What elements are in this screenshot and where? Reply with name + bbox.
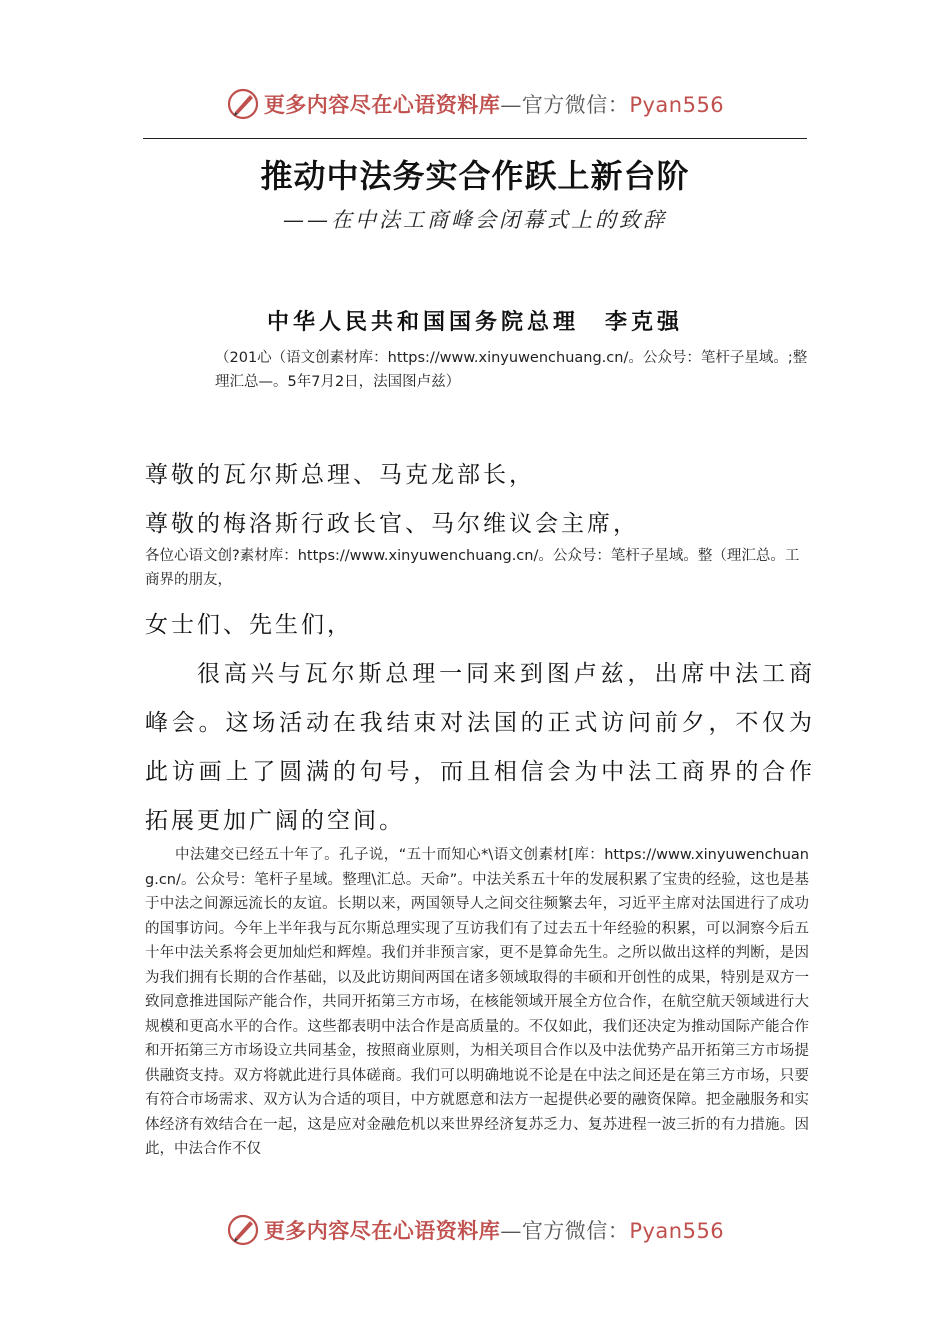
banner-brand: 更多内容尽在心语资料库: [263, 1218, 501, 1243]
footer-watermark-banner: [0, 1210, 950, 1250]
salutation-3: 各位心语文创?素材库：https://www.xinyuwenchuang.cn/。公众号：笔杆子星域。整（理汇总。工商界的朋友，: [145, 548, 800, 588]
banner-wechat-id: Pyan556: [629, 93, 725, 117]
salutation-1: 尊敬的瓦尔斯总理、马克龙部长，: [145, 462, 535, 488]
header-watermark-banner: [0, 84, 950, 124]
salutation-4: 女士们、先生们，: [145, 612, 353, 638]
intro-paragraph: 很高兴与瓦尔斯总理一同来到图卢兹，出席中法工商峰会。这场活动在我结束对法国的正式访问前夕，不仅为此访画上了圆满的句号，而且相信会为中法工商界的合作拓展更加广阔的空间。: [145, 661, 815, 834]
body-paragraph: 中法建交已经五十年了。孔子说，“五十而知心*\语文创素材[库：https://www.xinyuwenchuang.cn/。公众号：笔杆子星域。整理\汇总。天命”。中法关系五十年的发展积累了宝贵的经验，这也是基于中法之间源远流长的友谊。长期以来，两国领导人之间交往频繁去年，习近平主席对法国进行了成功的国事访问。今年上半年我与瓦尔斯总理实现了互访我们有了过去五十年经验的积累，可以洞察今后五十年中法关系将会更加灿烂和辉煌。我们并非预言家，更不是算命先生。之所以做出这样的判断，是因为我们拥有长期的合作基础，以及此访期间两国在诸多领域取得的丰硕和开创性的成果，特别是双方一致同意推进国际产能合作，共同开拓第三方市场，在核能领域开展全方位合作，在航空航天领域进行大规模和更高水平的合作。这些都表明中法合作是高质量的。不仅如此，我们还决定为推动国际产能合作和开拓第三方市场设立共同基金，按照商业原则，为相关项目合作以及中法优势产品开拓第三方市场提供融资支持。双方将就此进行具体磋商。我们可以明确地说不论是在中法之间还是在第三方市场，只要有符合市场需求、双方认为合适的项目，中方就愿意和法方一起提供必要的融资保障。把金融服务和实体经济有效结合在一起，这是应对金融危机以来世界经济复苏乏力、复苏进程一波三折的有力措施。因此，中法合作不仅: [145, 847, 809, 1157]
pen-logo-icon: [226, 1213, 260, 1247]
date-location-note: （201心（语文创素材库：https://www.xinyuwenchuang.cn/。公众号：笔杆子星域。;整理汇总—。5年7月2日，法国图卢兹）: [215, 350, 808, 390]
banner-wechat-label: 官方微信：: [521, 1219, 630, 1243]
banner-dash: —: [500, 1219, 522, 1243]
pen-logo-icon: [226, 87, 260, 121]
banner-text: [264, 1215, 724, 1245]
header-rule: [143, 138, 807, 139]
document-subtitle: ——在中法工商峰会闭幕式上的致辞: [283, 208, 667, 232]
document-title: 推动中法务实合作跃上新台阶: [260, 157, 690, 195]
banner-brand: 更多内容尽在心语资料库: [263, 92, 501, 117]
banner-wechat-id: Pyan556: [629, 1219, 725, 1243]
banner-wechat-label: 官方微信：: [521, 93, 630, 117]
salutation-2: 尊敬的梅洛斯行政长官、马尔维议会主席，: [145, 511, 639, 537]
author-line: 中华人民共和国国务院总理 李克强: [266, 309, 683, 335]
banner-text: [264, 89, 724, 119]
banner-dash: —: [500, 93, 522, 117]
